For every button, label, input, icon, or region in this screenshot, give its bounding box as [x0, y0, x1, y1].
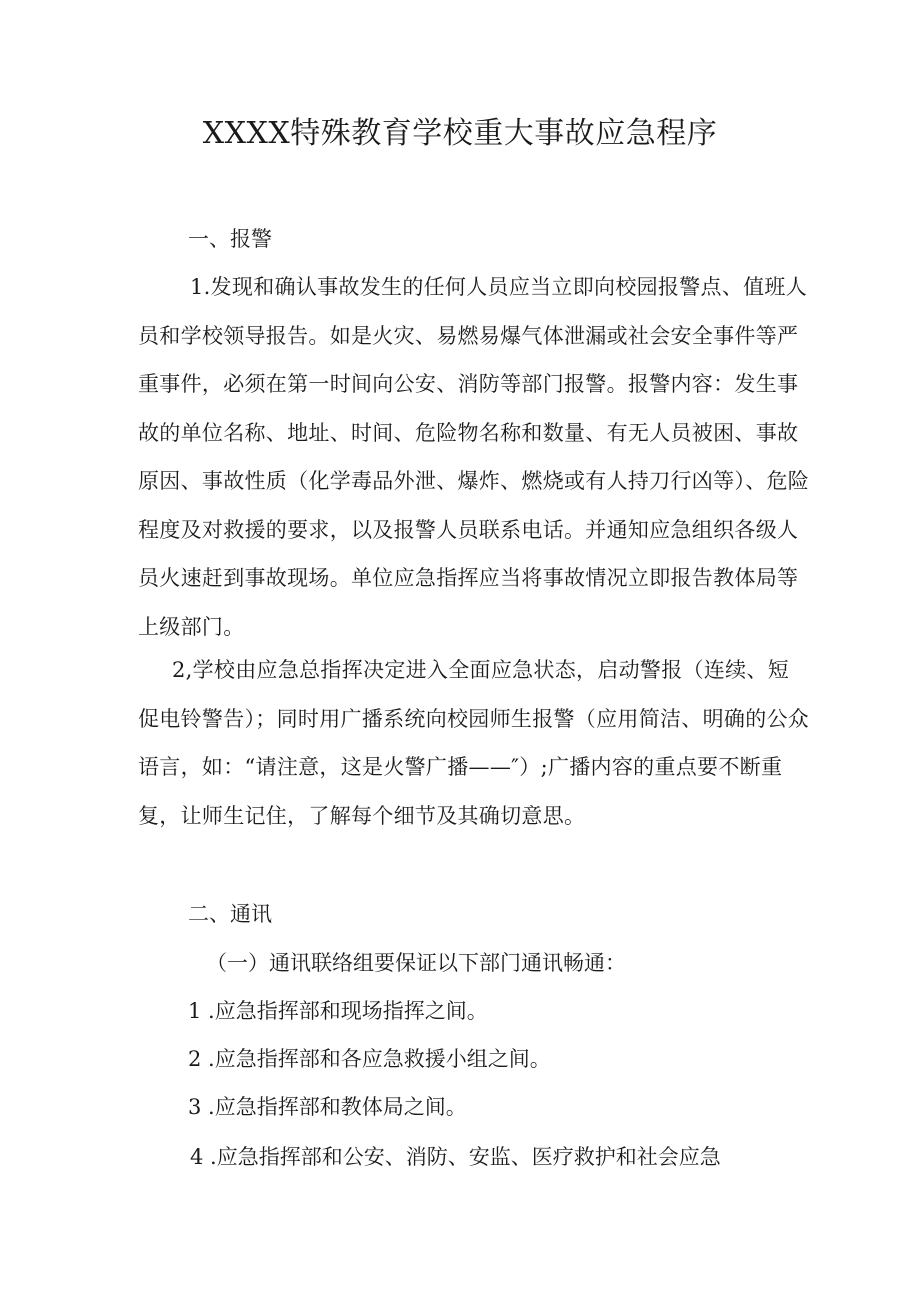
list-item: 3 .应急指挥部和教体局之间。 [188, 1095, 467, 1119]
subheading-communication: （一）通讯联络组要保证以下部门通讯畅通： [206, 951, 626, 975]
list-item: 2 .应急指挥部和各应急救援小组之间。 [188, 1047, 551, 1071]
section-heading-communication: 二、通讯 [188, 902, 272, 926]
list-item: 4 .应急指挥部和公安、消防、安监、医疗救护和社会应急 [190, 1145, 721, 1169]
paragraph-alarm-1: 1.发现和确认事故发生的任何人员应当立即向校园报警点、值班人员和学校领导报告。如是火灾、易燃易爆气体泄漏或社会安全事件等严重事件，必须在第一时间向公安、消防等部门报警。报警内容：发生事故的单位名称、地址、时间、危险物名称和数量、有无人员被困、事故原因、事故性质（化学毒品外泄、爆炸、燃烧或有人持刀行凶等）、危险程度及对救援的要求，以及报警人员联系电话。并通知应急组织各级人员火速赶到事故现场。单位应急指挥应当将事故情况立即报告教体局等上级部门。 [138, 275, 810, 639]
paragraph-alarm-2: 2,学校由应急总指挥决定进入全面应急状态，启动警报（连续、短促电铃警告）；同时用广播系统向校园师生报警（应用简洁、明确的公众语言，如：“请注意，这是火警广播——″）;广播内容的重点要不断重复，让师生记住，了解每个细节及其确切意思。 [138, 658, 810, 828]
document-title: XXXX特殊教育学校重大事故应急程序 [202, 116, 718, 151]
list-item: 1 .应急指挥部和现场指挥之间。 [188, 999, 488, 1023]
section-heading-alarm: 一、报警 [188, 227, 272, 251]
